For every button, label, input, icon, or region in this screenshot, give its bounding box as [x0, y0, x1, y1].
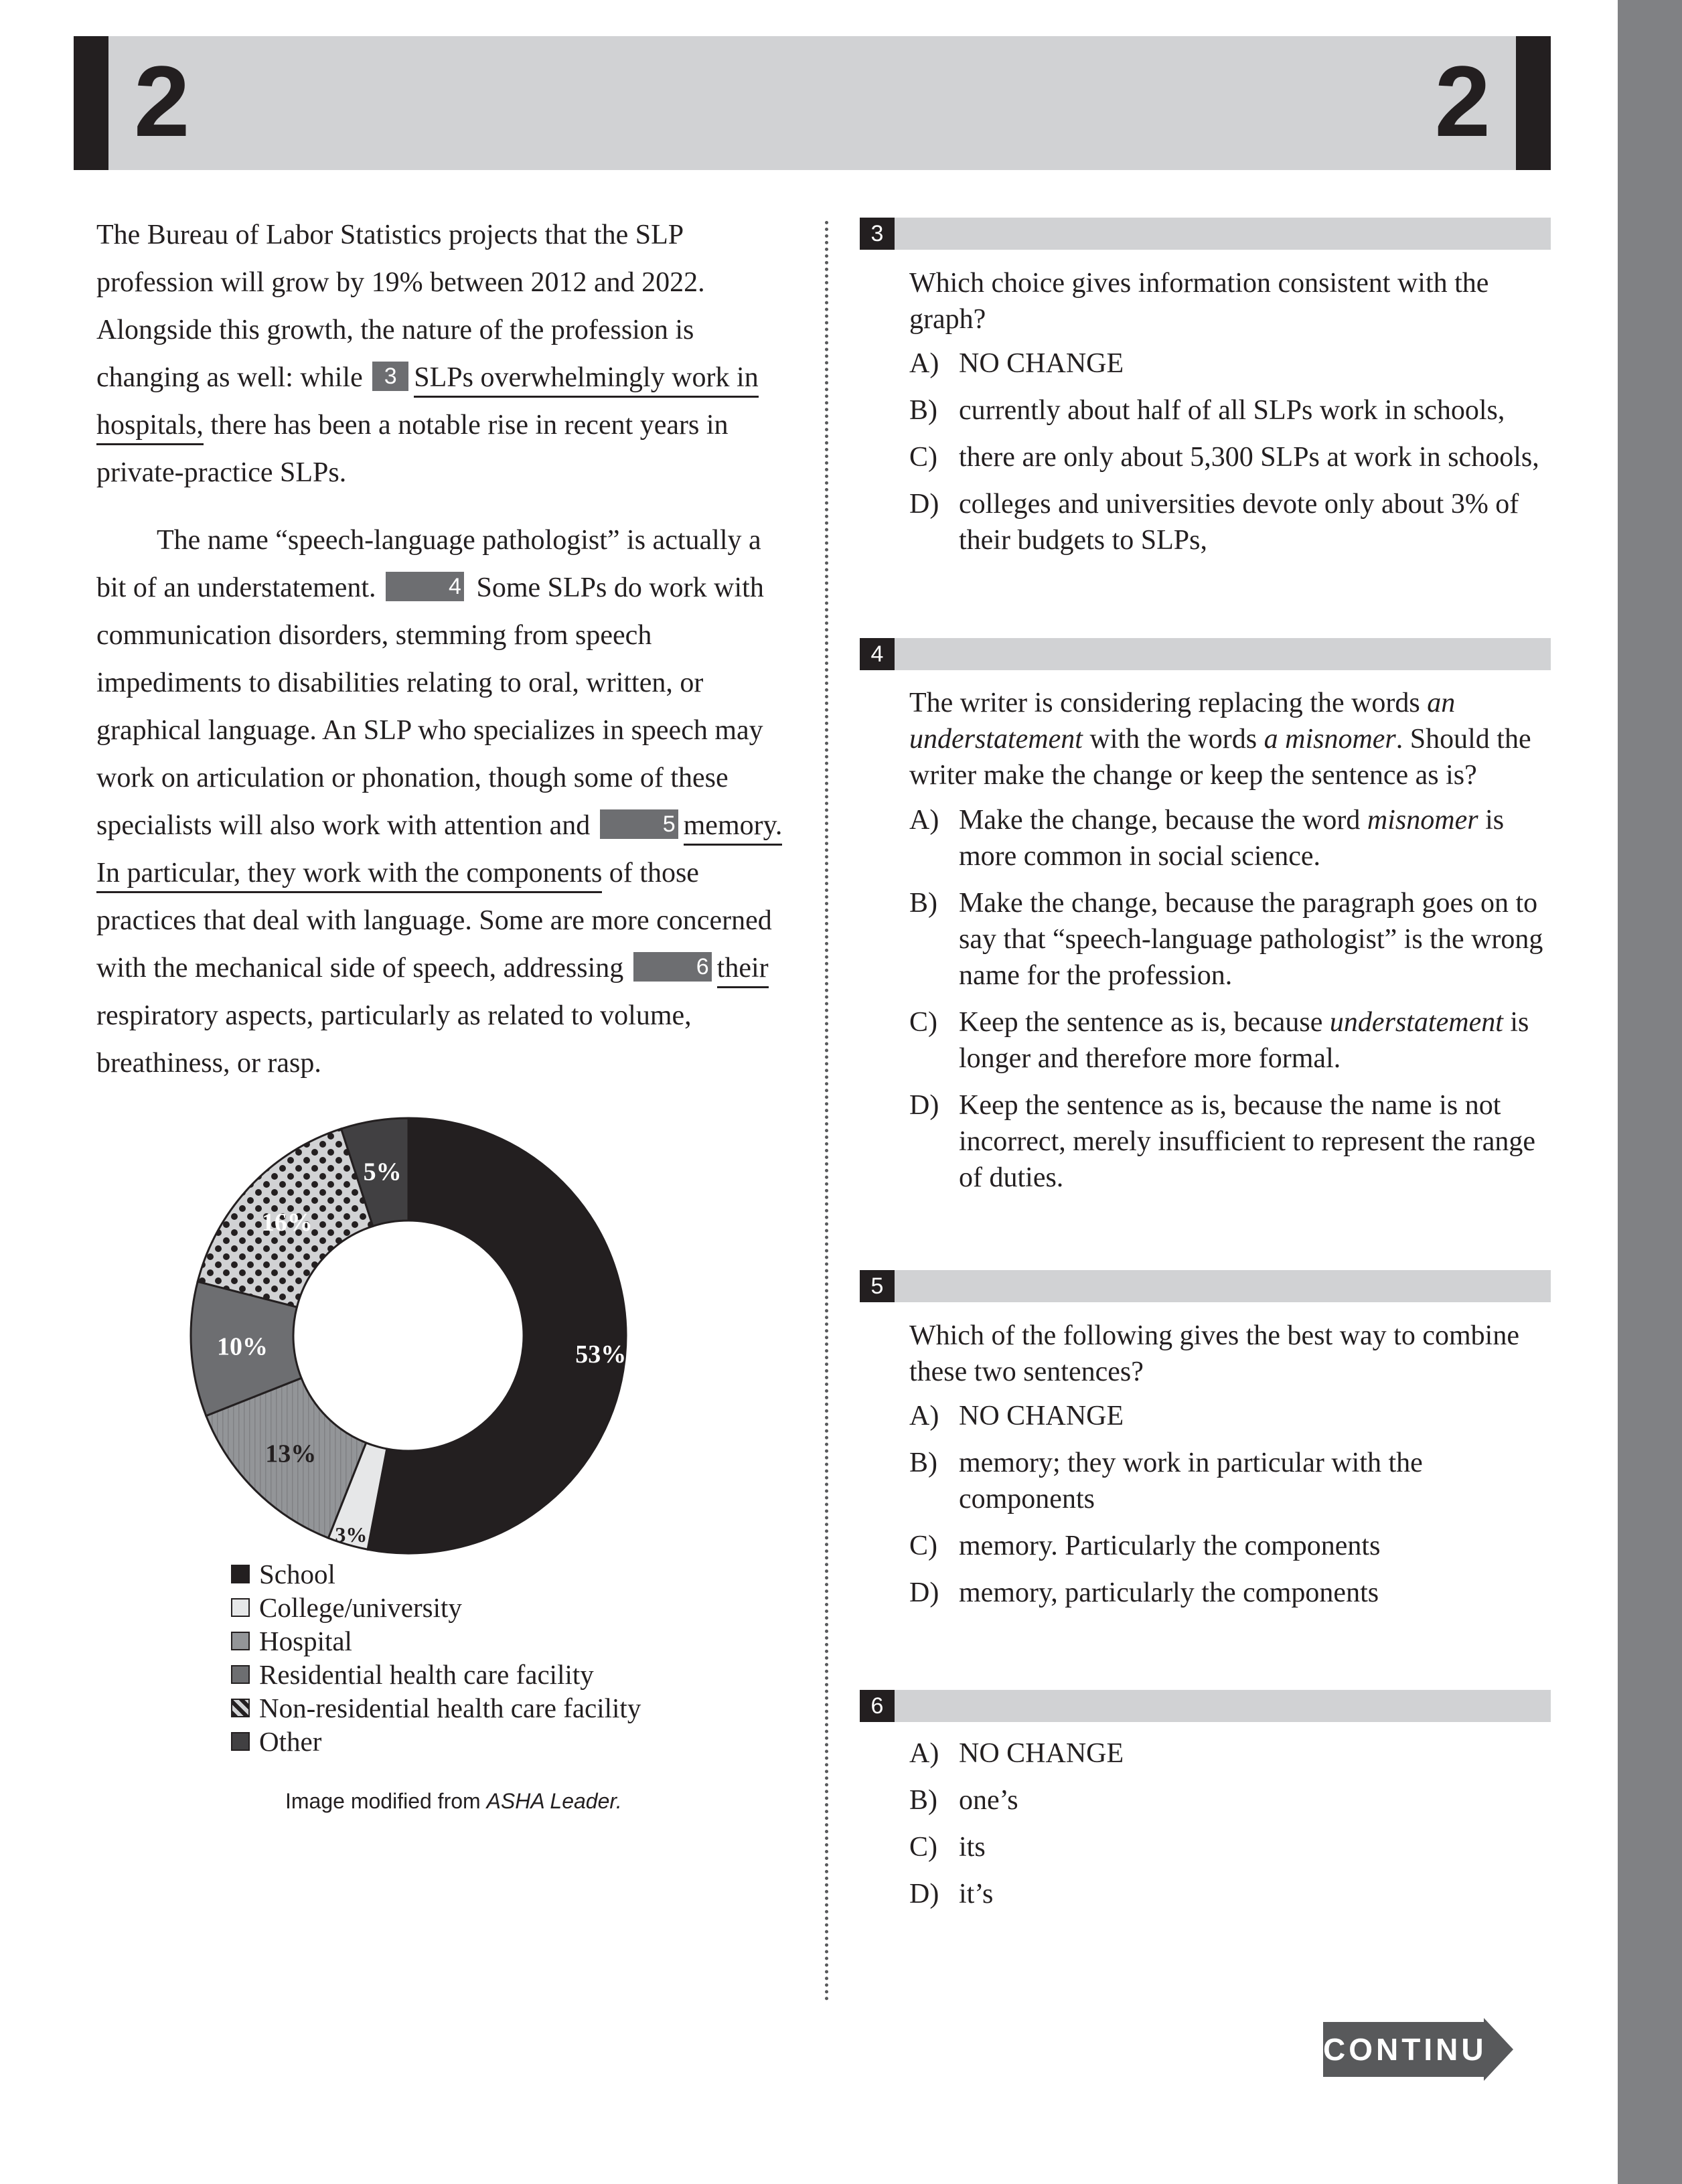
option-text: it’s — [959, 1879, 994, 1909]
answer-option[interactable] — [909, 1575, 1552, 1611]
option-letter: C) — [909, 1531, 937, 1561]
question-options-6 — [909, 1735, 1552, 1923]
passage-text: The name “speech-language pathologist” is actually a bit of an understatement. — [96, 525, 761, 603]
prompt-text: The writer is considering replacing the words — [909, 688, 1428, 718]
legend-swatch-non-residential — [231, 1699, 250, 1717]
continue-button[interactable]: CONTINUE — [1323, 2022, 1484, 2077]
answer-option[interactable] — [909, 1876, 1552, 1912]
option-letter: A) — [909, 1738, 939, 1769]
passage-text: Some SLPs do work with communication disorders, stemming from speech impediments to disabilities relating to oral, written, or graphical language. An SLP who specializes in speech may work on articulation or phonation, though some of these specialists will also work with attention and — [96, 572, 764, 841]
underlined-text-3: SLPs overwhelmingly work in hospitals, — [96, 362, 759, 445]
option-text: there are only about 5,300 SLPs at work in schools, — [959, 442, 1539, 473]
option-letter: D) — [909, 489, 939, 520]
question-header-4 — [860, 638, 1551, 670]
answer-option[interactable] — [909, 1445, 1552, 1517]
underlined-text-5: memory. In particular, they work with the components — [96, 810, 782, 893]
question-options-3 — [909, 345, 1552, 569]
option-text: memory; they work in particular with the components — [959, 1448, 1423, 1514]
section-number-right: 2 — [1434, 45, 1490, 157]
continue-arrow-icon[interactable] — [1484, 2018, 1513, 2081]
answer-option[interactable] — [909, 486, 1552, 558]
legend-item — [231, 1557, 641, 1591]
legend-label: Other — [259, 1726, 322, 1757]
option-text: NO CHANGE — [959, 1738, 1124, 1769]
slice-label-5: 5% — [363, 1158, 402, 1186]
section-number-left: 2 — [134, 45, 190, 157]
legend-item — [231, 1691, 641, 1725]
page-edge-bar — [1618, 0, 1682, 2184]
option-letter: B) — [909, 395, 937, 426]
option-text: Make the change, because the paragraph goes on to say that “speech-language pathologist” is the wrong name for the profession. — [959, 888, 1543, 991]
legend-swatch-school — [231, 1565, 250, 1583]
question-header-6 — [860, 1690, 1551, 1722]
answer-option[interactable] — [909, 802, 1552, 874]
chart-caption — [285, 1789, 622, 1814]
option-letter: A) — [909, 805, 939, 836]
question-marker-5[interactable]: 5 — [600, 809, 678, 839]
question-number-6: 6 — [860, 1690, 895, 1722]
chart-legend — [231, 1557, 641, 1758]
legend-label: College/university — [259, 1592, 462, 1623]
option-letter: D) — [909, 1879, 939, 1909]
answer-option[interactable] — [909, 1087, 1552, 1196]
answer-option[interactable] — [909, 1735, 1552, 1772]
slice-label-0: 53% — [575, 1340, 627, 1369]
answer-option[interactable] — [909, 439, 1552, 475]
option-text: currently about half of all SLPs work in schools, — [959, 395, 1505, 426]
slice-label-1: 3% — [335, 1522, 368, 1547]
question-options-4 — [909, 802, 1552, 1206]
answer-option[interactable] — [909, 1829, 1552, 1865]
slice-label-4: 16% — [261, 1208, 313, 1237]
option-text: Keep the sentence as is, because understatement is longer and therefore more formal. — [959, 1007, 1529, 1074]
answer-option[interactable] — [909, 1528, 1552, 1564]
question-header-5 — [860, 1270, 1551, 1302]
option-letter: A) — [909, 1401, 939, 1431]
passage-paragraph-1 — [96, 212, 793, 497]
question-marker-4[interactable]: 4 — [386, 572, 464, 601]
passage-text: there has been a notable rise in recent years in private-practice SLPs. — [96, 410, 729, 488]
passage-text: respiratory aspects, particularly as related to volume, breathiness, or rasp. — [96, 1000, 692, 1079]
answer-option[interactable] — [909, 1004, 1552, 1077]
option-letter: C) — [909, 1007, 937, 1038]
option-text: Make the change, because the word misnomer is more common in social science. — [959, 805, 1505, 872]
underlined-text-6: their — [717, 953, 769, 988]
legend-label: Hospital — [259, 1626, 352, 1656]
question-marker-3[interactable]: 3 — [372, 362, 408, 391]
option-text: Keep the sentence as is, because the name is not incorrect, merely insufficient to represent the range of duties. — [959, 1090, 1536, 1193]
slice-label-2: 13% — [265, 1439, 317, 1468]
option-text: memory, particularly the components — [959, 1577, 1379, 1608]
answer-option[interactable] — [909, 1782, 1552, 1818]
option-text: one’s — [959, 1785, 1018, 1816]
option-text: NO CHANGE — [959, 1401, 1124, 1431]
prompt-italic: a misnomer — [1264, 724, 1396, 755]
donut-chart-svg — [174, 1108, 643, 1563]
option-letter: D) — [909, 1577, 939, 1608]
question-prompt-3: Which choice gives information consistent with the graph? — [909, 268, 1489, 335]
passage-text: of those practices that deal with language. Some are more concerned with the mechanical side of speech, addressing — [96, 858, 772, 984]
legend-item — [231, 1591, 641, 1624]
option-letter: C) — [909, 442, 937, 473]
caption-text: Image modified from — [285, 1789, 487, 1813]
legend-label: School — [259, 1559, 335, 1589]
answer-option[interactable] — [909, 392, 1552, 428]
option-letter: C) — [909, 1832, 937, 1863]
question-number-4: 4 — [860, 638, 895, 670]
option-letter: D) — [909, 1090, 939, 1121]
option-letter: B) — [909, 888, 937, 919]
question-header-3 — [860, 218, 1551, 250]
question-prompt-5: Which of the following gives the best way to combine these two sentences? — [909, 1320, 1519, 1387]
caption-source: ASHA Leader. — [486, 1789, 622, 1813]
option-text: colleges and universities devote only about 3% of their budgets to SLPs, — [959, 489, 1519, 556]
donut-chart — [174, 1108, 643, 1563]
passage-text: The Bureau of Labor Statistics projects that the SLP profession will grow by 19% between 2012 and 2022. Alongside this growth, the nature of the profession is changing as well: while — [96, 220, 705, 393]
question-options-5 — [909, 1398, 1552, 1622]
legend-swatch-hospital — [231, 1632, 250, 1650]
prompt-italic: an understatement — [909, 688, 1456, 755]
question-number-5: 5 — [860, 1270, 895, 1302]
prompt-text: . Should the writer make the change or keep the sentence as is? — [909, 724, 1531, 791]
answer-option[interactable] — [909, 345, 1552, 382]
passage — [96, 212, 793, 1087]
prompt-text: with the words — [1082, 724, 1264, 755]
option-text: its — [959, 1832, 986, 1863]
option-letter: B) — [909, 1448, 937, 1478]
legend-swatch-residential — [231, 1665, 250, 1684]
column-divider — [825, 221, 828, 2002]
legend-label: Non-residential health care facility — [259, 1693, 641, 1723]
question-number-3: 3 — [860, 218, 895, 250]
legend-swatch-other — [231, 1732, 250, 1751]
header-bar-left — [74, 36, 108, 170]
question-marker-6[interactable]: 6 — [633, 952, 712, 982]
section-header — [74, 36, 1551, 170]
slice-label-3: 10% — [216, 1332, 268, 1361]
legend-item — [231, 1658, 641, 1691]
answer-option[interactable] — [909, 1398, 1552, 1434]
option-text: memory. Particularly the components — [959, 1531, 1381, 1561]
legend-swatch-college — [231, 1598, 250, 1617]
legend-item — [231, 1624, 641, 1658]
passage-paragraph-2 — [96, 517, 793, 1087]
question-prompt-4 — [909, 685, 1552, 793]
header-bar-right — [1516, 36, 1551, 170]
answer-option[interactable] — [909, 885, 1552, 994]
legend-label: Residential health care facility — [259, 1659, 594, 1690]
option-letter: B) — [909, 1785, 937, 1816]
option-letter: A) — [909, 348, 939, 379]
legend-item — [231, 1725, 641, 1758]
option-text: NO CHANGE — [959, 348, 1124, 379]
